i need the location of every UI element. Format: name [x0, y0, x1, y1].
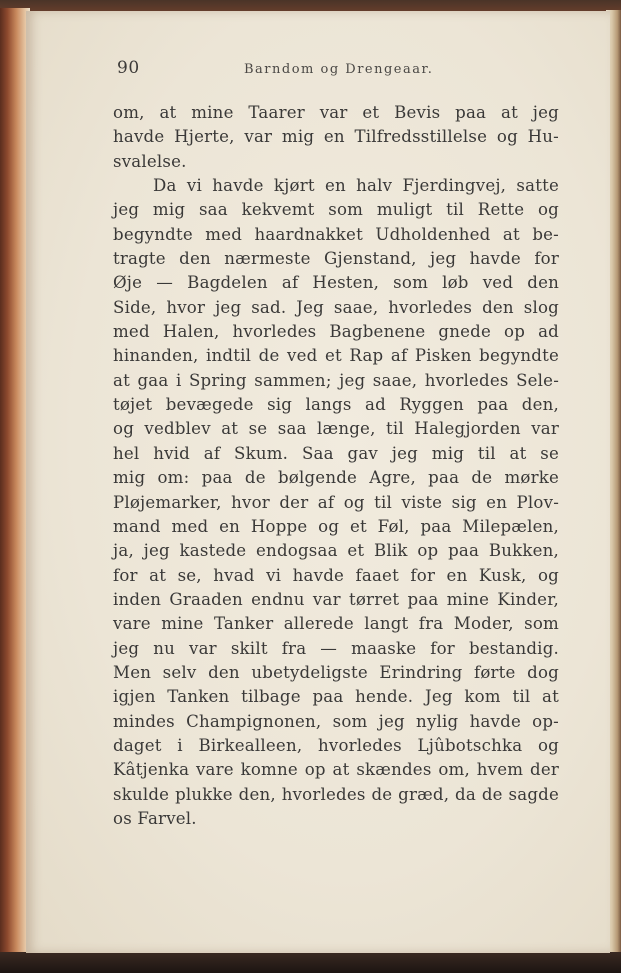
text-line: havde Hjerte, var mig en Tilfredsstillelse og Hu-: [113, 127, 559, 147]
text-line: inden Graaden endnu var tørret paa mine Kinder,: [113, 589, 559, 609]
text-line: vare mine Tanker allerede langt fra Moder, som: [113, 614, 559, 634]
text-line: Men selv den ubetydeligste Erindring førte dog: [113, 662, 559, 682]
bottom-edge: [0, 952, 621, 973]
text-line: os Farvel.: [113, 808, 197, 828]
text-line: med Halen, hvorledes Bagbenene gnede op ad: [113, 322, 559, 342]
body-text: [113, 101, 559, 831]
text-line: tøjet bevægede sig langs ad Ryggen paa den,: [113, 395, 559, 415]
running-head: Barndom og Drengeaar.: [244, 62, 434, 77]
text-line: jeg mig saa kekvemt som muligt til Rette og: [113, 200, 559, 220]
text-line: ja, jeg kastede endogsaa et Blik op paa Bukken,: [113, 541, 559, 561]
text-line: Kâtjenka vare komne op at skændes om, hvem der: [113, 760, 559, 780]
text-line: at gaa i Spring sammen; jeg saae, hvorledes Sele-: [113, 370, 559, 390]
text-line: mindes Champignonen, som jeg nylig havde op-: [113, 711, 559, 731]
text-line: om, at mine Taarer var et Bevis paa at jeg: [113, 103, 559, 122]
text-line: hinanden, indtil de ved et Rap af Pisken begyndte: [113, 346, 559, 366]
text-line: og vedblev at se saa længe, til Halegjorden var: [113, 419, 559, 439]
text-line: begyndte med haardnakket Udholdenhed at be-: [113, 224, 559, 244]
text-line: daget i Birkealleen, hvorledes Ljûbotschka og: [113, 735, 559, 755]
text-line: svalelse.: [113, 151, 187, 171]
text-line: skulde plukke den, hvorledes de græd, da de sagde: [113, 784, 559, 804]
text-line: hel hvid af Skum. Saa gav jeg mig til at se: [113, 443, 559, 463]
text-line: igjen Tanken tilbage paa hende. Jeg kom til at: [113, 687, 559, 707]
text-line: Da vi havde kjørt en halv Fjerdingvej, satte: [153, 176, 559, 196]
text-line: mig om: paa de bølgende Agre, paa de mørke: [113, 468, 559, 488]
text-line: for at se, hvad vi havde faaet for en Kusk, og: [113, 565, 559, 585]
page-number: 90: [117, 58, 140, 78]
text-line: Øje — Bagdelen af Hesten, som løb ved den: [113, 273, 559, 293]
text-line: mand med en Hoppe og et Føl, paa Milepælen,: [113, 516, 559, 536]
text-line: tragte den nærmeste Gjenstand, jeg havde for: [113, 249, 559, 269]
text-line: jeg nu var skilt fra — maaske for bestandig.: [113, 638, 559, 658]
text-line: Pløjemarker, hvor der af og til viste sig en Plov-: [113, 492, 559, 512]
text-line: Side, hvor jeg sad. Jeg saae, hvorledes den slog: [113, 297, 559, 317]
